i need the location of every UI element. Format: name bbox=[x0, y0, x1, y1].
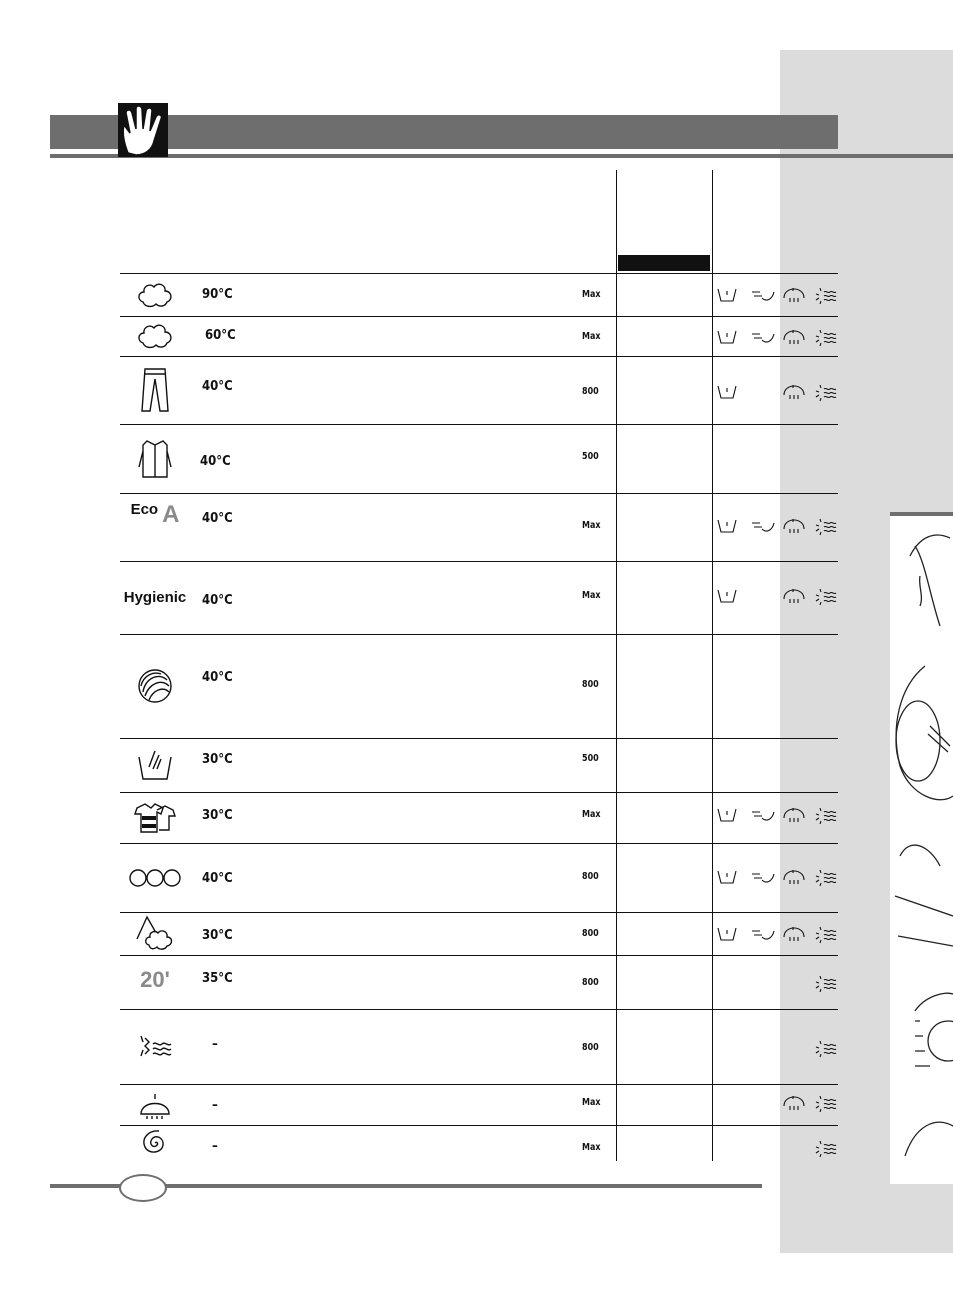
hygienic-text: Hygienic bbox=[123, 589, 187, 606]
phase-drain-icon bbox=[814, 286, 838, 306]
phase-wash-icon bbox=[716, 806, 738, 824]
row-divider bbox=[120, 792, 838, 793]
phase-spin-icon bbox=[782, 868, 806, 886]
max-spin-speed: 800 bbox=[582, 977, 599, 988]
phase-drain-icon bbox=[814, 1139, 838, 1159]
phase-spin-icon bbox=[782, 383, 806, 401]
max-spin-speed: Max bbox=[582, 1142, 601, 1153]
row-divider bbox=[120, 493, 838, 494]
max-spin-speed: 500 bbox=[582, 753, 599, 764]
row-divider bbox=[120, 738, 838, 739]
max-spin-speed: Max bbox=[582, 1097, 601, 1108]
phase-drain-icon bbox=[814, 328, 838, 348]
header-rule bbox=[50, 154, 953, 158]
eco-label: Eco bbox=[130, 501, 159, 518]
phase-wash-icon bbox=[716, 925, 738, 943]
row-divider bbox=[120, 561, 838, 562]
phase-wash-icon bbox=[716, 868, 738, 886]
phase-drain-icon bbox=[814, 925, 838, 945]
express-20-label bbox=[120, 955, 190, 1009]
phase-wash-icon bbox=[716, 286, 738, 304]
max-spin-speed: Max bbox=[582, 590, 601, 601]
wash-temperature: 30°C bbox=[202, 752, 233, 767]
express-20-text: 20' bbox=[140, 967, 170, 992]
phase-drain-icon bbox=[814, 587, 838, 607]
phase-drain-icon bbox=[814, 806, 838, 826]
wool-icon bbox=[120, 634, 190, 738]
phase-spin-icon bbox=[782, 806, 806, 824]
wash-temperature: 40°C bbox=[200, 454, 231, 469]
phase-rinse-icon bbox=[750, 925, 776, 943]
row-divider bbox=[120, 843, 838, 844]
wash-temperature: 90°C bbox=[202, 287, 233, 302]
max-spin-speed: Max bbox=[582, 331, 601, 342]
phase-drain-icon bbox=[814, 868, 838, 888]
phase-rinse-icon bbox=[750, 868, 776, 886]
drain-icon bbox=[120, 1009, 190, 1084]
max-spin-speed: Max bbox=[582, 520, 601, 531]
row-divider bbox=[120, 955, 838, 956]
phase-drain-icon bbox=[814, 1094, 838, 1114]
max-spin-speed: 800 bbox=[582, 871, 599, 882]
max-spin-speed: Max bbox=[582, 809, 601, 820]
hygienic-label bbox=[120, 561, 190, 634]
row-divider bbox=[120, 1125, 838, 1126]
wash-temperature: 40°C bbox=[202, 871, 233, 886]
eco-grade-label: A bbox=[162, 501, 180, 528]
phase-wash-icon bbox=[716, 587, 738, 605]
wash-temperature: 30°C bbox=[202, 808, 233, 823]
max-spin-speed: Max bbox=[582, 289, 601, 300]
instruction-illustrations bbox=[890, 512, 953, 1184]
max-spin-speed: 800 bbox=[582, 928, 599, 939]
shirt-icon bbox=[120, 424, 190, 493]
phase-rinse-icon bbox=[750, 286, 776, 304]
wash-temperature: 40°C bbox=[202, 511, 233, 526]
row-divider bbox=[120, 634, 838, 635]
phase-wash-icon bbox=[716, 383, 738, 401]
phase-rinse-icon bbox=[750, 328, 776, 346]
wash-temperature: 40°C bbox=[202, 593, 233, 608]
phase-spin-icon bbox=[782, 517, 806, 535]
row-divider bbox=[120, 424, 838, 425]
spiral-icon bbox=[120, 1125, 190, 1161]
phase-wash-icon bbox=[716, 328, 738, 346]
max-spin-speed: 800 bbox=[582, 386, 599, 397]
column-divider bbox=[616, 170, 617, 1161]
column-header-bar bbox=[618, 255, 710, 271]
section-header-bar bbox=[50, 115, 838, 149]
max-spin-speed: 800 bbox=[582, 679, 599, 690]
max-spin-speed: 500 bbox=[582, 451, 599, 462]
jeans-icon bbox=[120, 356, 190, 424]
eco-a-label bbox=[120, 493, 190, 561]
row-divider bbox=[120, 1009, 838, 1010]
wash-temperature: 30°C bbox=[202, 928, 233, 943]
row-divider bbox=[120, 912, 838, 913]
phase-rinse-icon bbox=[750, 806, 776, 824]
phase-drain-icon bbox=[814, 974, 838, 994]
wash-temperature: – bbox=[212, 1037, 218, 1052]
spin-icon bbox=[120, 1084, 190, 1125]
wash-temperature: – bbox=[212, 1098, 218, 1113]
hand-icon bbox=[118, 103, 168, 157]
delicates-icon bbox=[120, 912, 190, 955]
row-divider bbox=[120, 1084, 838, 1085]
row-divider bbox=[120, 273, 838, 274]
wash-temperature: 35°C bbox=[202, 971, 233, 986]
phase-spin-icon bbox=[782, 328, 806, 346]
phase-spin-icon bbox=[782, 286, 806, 304]
cotton-icon bbox=[120, 316, 190, 356]
row-divider bbox=[120, 356, 838, 357]
wash-temperature: 40°C bbox=[202, 379, 233, 394]
cotton-icon bbox=[120, 273, 190, 316]
column-divider bbox=[712, 170, 713, 1161]
phase-spin-icon bbox=[782, 587, 806, 605]
phase-rinse-icon bbox=[750, 517, 776, 535]
wash-temperature: 60°C bbox=[205, 328, 236, 343]
phase-drain-icon bbox=[814, 1039, 838, 1059]
page-number-oval bbox=[119, 1174, 167, 1202]
phase-spin-icon bbox=[782, 1094, 806, 1112]
row-divider bbox=[120, 316, 838, 317]
wash-temperature: 40°C bbox=[202, 670, 233, 685]
phase-drain-icon bbox=[814, 517, 838, 537]
wash-temperature: – bbox=[212, 1139, 218, 1154]
phase-spin-icon bbox=[782, 925, 806, 943]
phase-drain-icon bbox=[814, 383, 838, 403]
mixed-colours-icon bbox=[120, 792, 190, 843]
hand-wash-icon bbox=[120, 738, 190, 792]
phase-wash-icon bbox=[716, 517, 738, 535]
max-spin-speed: 800 bbox=[582, 1042, 599, 1053]
sport-rings-icon bbox=[120, 843, 190, 912]
